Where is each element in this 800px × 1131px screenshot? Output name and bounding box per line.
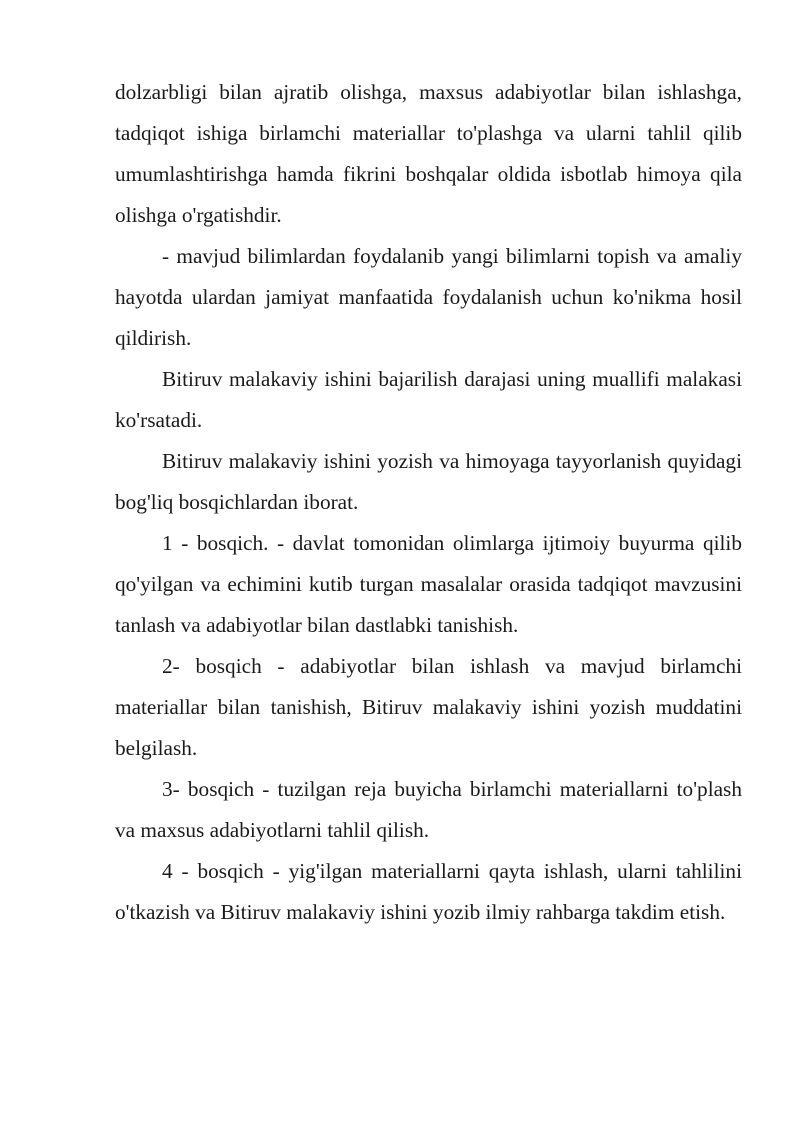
paragraph-stage-3: 3- bosqich - tuzilgan reja buyicha birlamchi materiallarni to'plash va maxsus adabiyotlarni tahlil qilish. bbox=[115, 777, 742, 842]
document-page bbox=[115, 72, 742, 933]
paragraph-knowledge-skills: - mavjud bilimlardan foydalanib yangi bilimlarni topish va amaliy hayotda ulardan jamiyat manfaatida foydalanish uchun ko'nikma hosil qildirish. bbox=[115, 244, 742, 350]
paragraph-execution-level: Bitiruv malakaviy ishini bajarilish darajasi uning muallifi malakasi ko'rsatadi. bbox=[115, 367, 742, 432]
paragraph-intro-continuation: dolzarbligi bilan ajratib olishga, maxsus adabiyotlar bilan ishlashga, tadqiqot ishiga birlamchi materiallar to'plashga va ularni tahlil qilib umumlashtirishga hamda fikrini boshqalar oldida isbotlab himoya qila olishga o'rgatishdir. bbox=[115, 80, 742, 227]
paragraph-stage-2: 2- bosqich - adabiyotlar bilan ishlash va mavjud birlamchi materiallar bilan tanishish, Bitiruv malakaviy ishini yozish muddatini belgilash. bbox=[115, 654, 742, 760]
paragraph-stage-4: 4 - bosqich - yig'ilgan materiallarni qayta ishlash, ularni tahlilini o'tkazish va Bitiruv malakaviy ishini yozib ilmiy rahbarga takdim etish. bbox=[115, 859, 742, 924]
paragraph-stages-intro: Bitiruv malakaviy ishini yozish va himoyaga tayyorlanish quyidagi bog'liq bosqichlardan iborat. bbox=[115, 449, 742, 514]
paragraph-stage-1: 1 - bosqich. - davlat tomonidan olimlarga ijtimoiy buyurma qilib qo'yilgan va echimini kutib turgan masalalar orasida tadqiqot mavzusini tanlash va adabiyotlar bilan dastlabki tanishish. bbox=[115, 531, 742, 637]
